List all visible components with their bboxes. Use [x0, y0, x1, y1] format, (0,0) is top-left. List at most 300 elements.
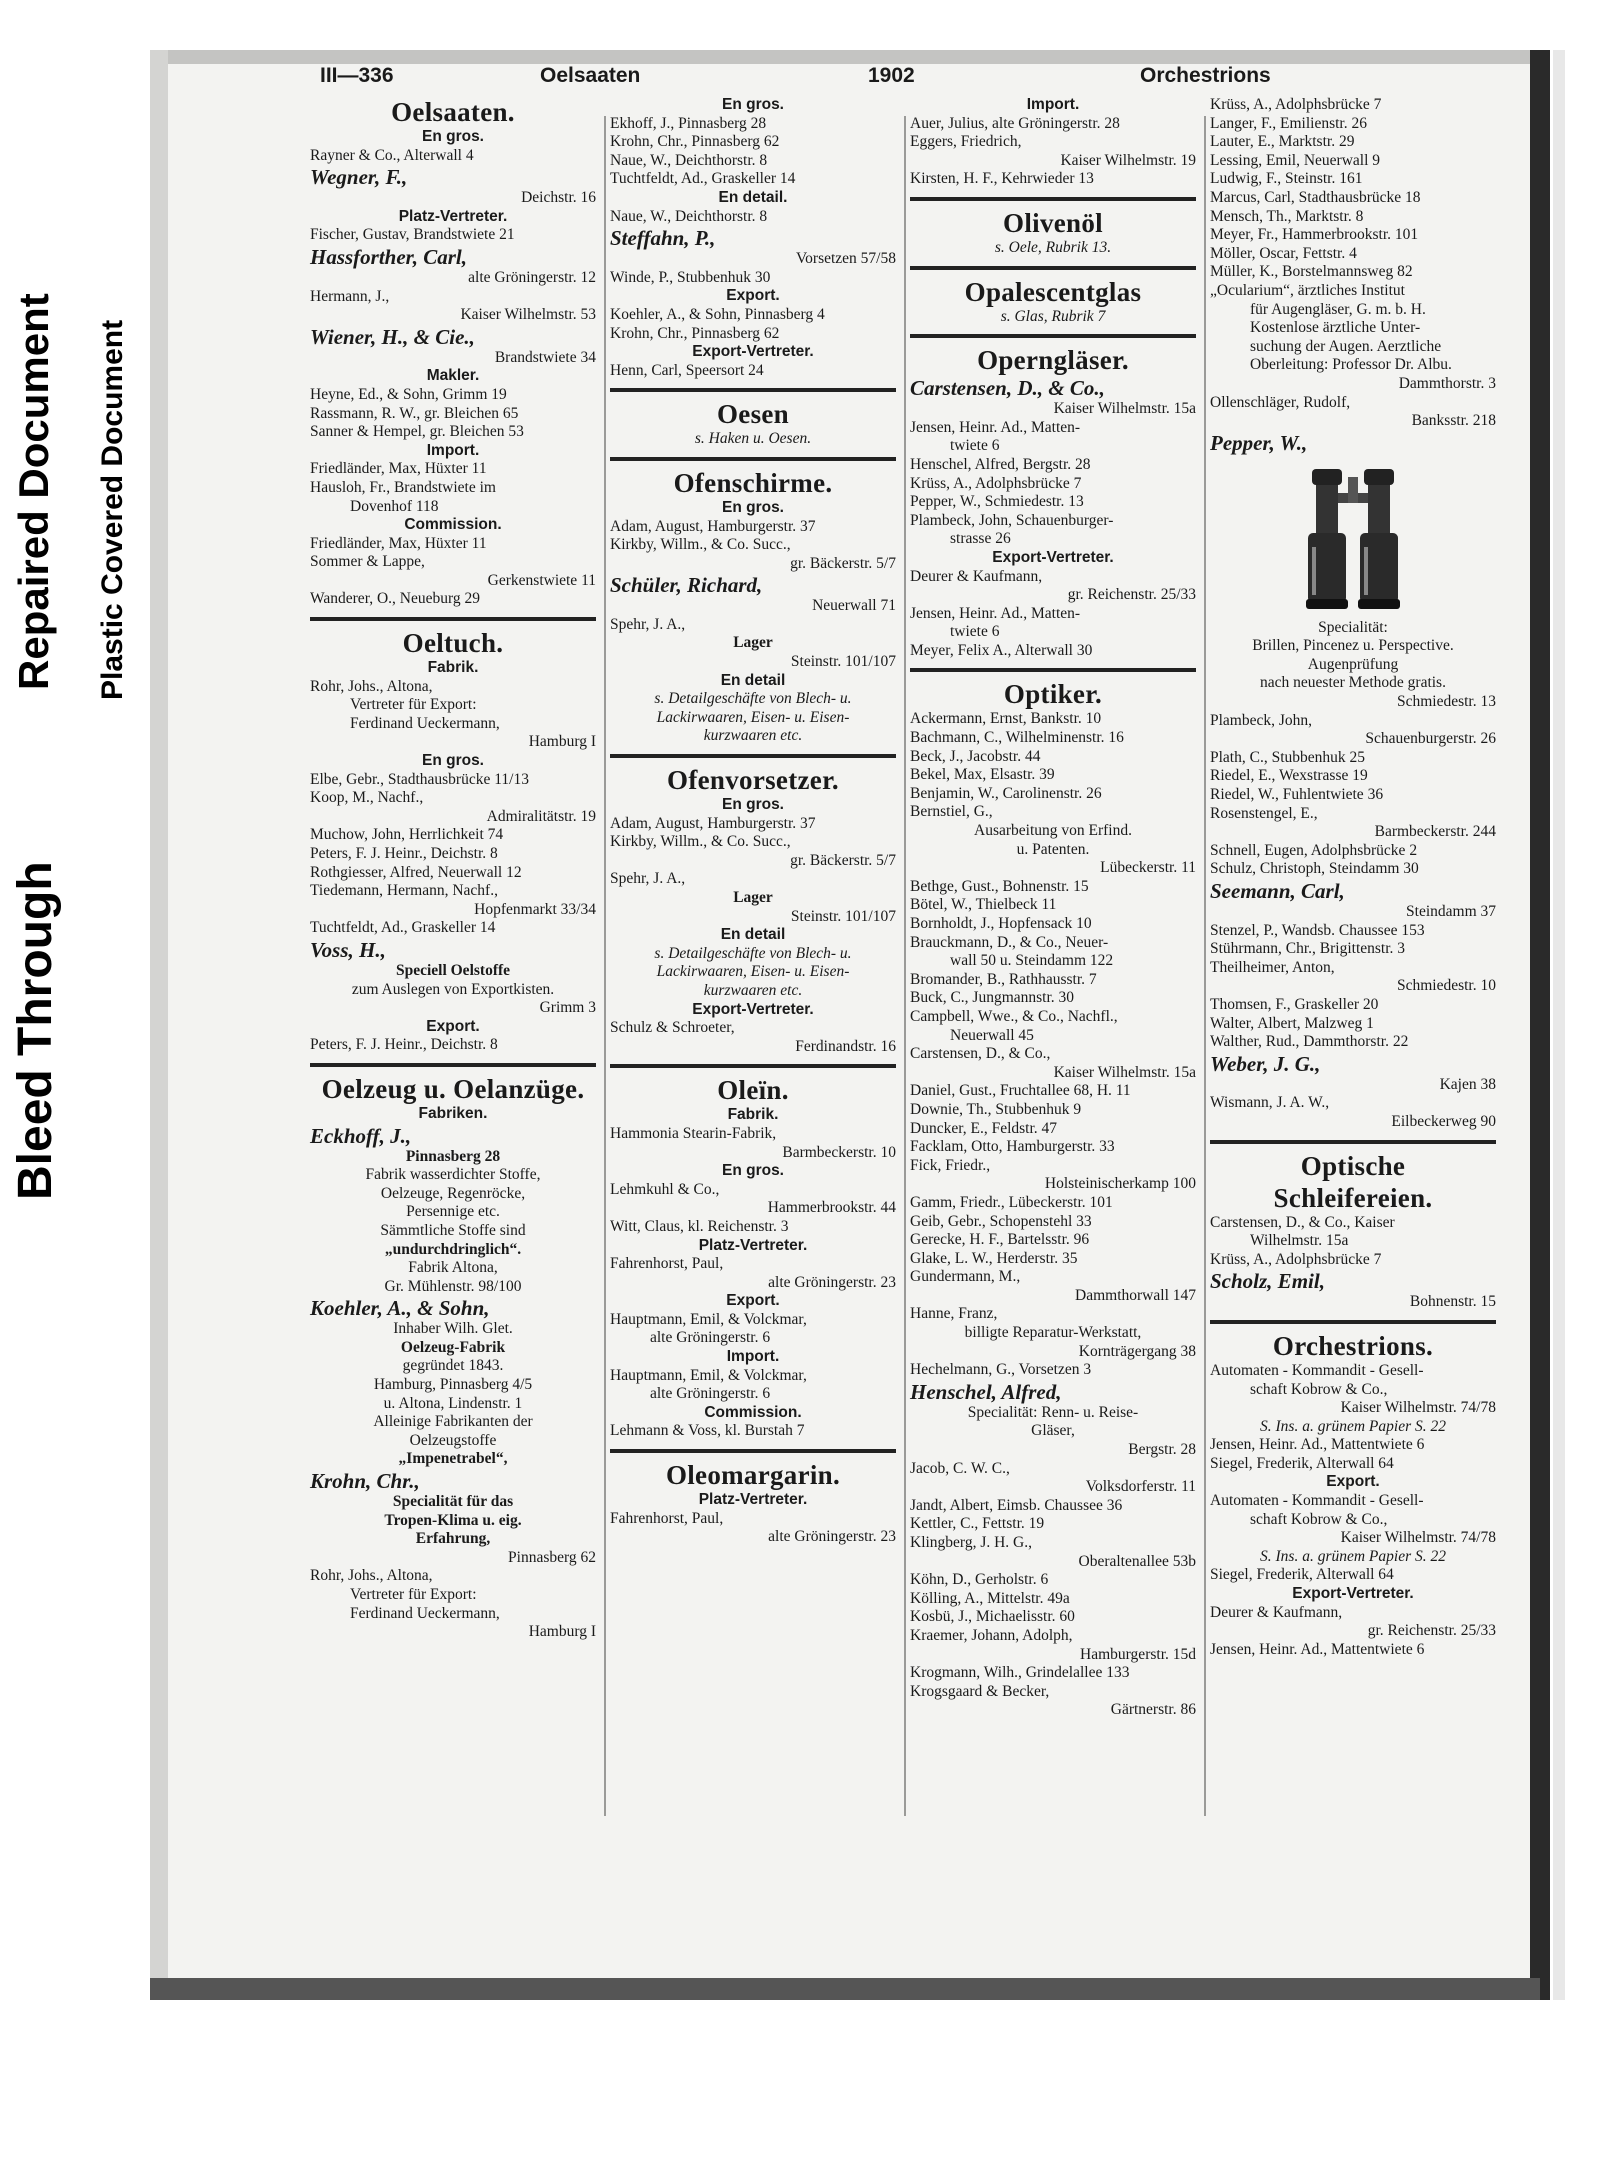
entry-line: Krogsgaard & Becker, — [910, 1682, 1050, 1700]
entry-line: Brauckmann, D., & Co., Neuer- — [910, 933, 1109, 951]
entry-line: Auer, Julius, alte Gröningerstr. 28 — [910, 114, 1120, 132]
featured-firm: Schüler, Richard, — [610, 573, 763, 598]
entry-note: u. Patenten. — [1016, 840, 1090, 858]
entry-line: Adam, August, Hamburgerstr. 37 — [610, 814, 816, 832]
entry-note: Specialität: Renn- u. Reise- — [967, 1403, 1139, 1421]
entry-continuation: Deichstr. 16 — [521, 189, 596, 207]
entry-note: Gläser, — [1031, 1422, 1075, 1440]
label-plastic-covered-document: Plastic Covered Document — [96, 319, 129, 700]
entry-continuation: Hopfenmarkt 33/34 — [474, 900, 596, 918]
section-rule — [610, 1449, 896, 1453]
entry-line: Muchow, John, Herrlichkeit 74 — [310, 826, 504, 844]
entry-line: Henschel, Alfred, Bergstr. 28 — [910, 455, 1091, 473]
entry-line: Tuchtfeldt, Ad., Graskeller 14 — [610, 170, 796, 188]
column-divider — [604, 116, 606, 1816]
entry-continuation: Kaiser Wilhelmstr. 53 — [460, 306, 596, 324]
entry-line: Jandt, Albert, Eimsb. Chaussee 36 — [910, 1496, 1123, 1514]
entry-note: Inhaber Wilh. Glet. — [393, 1320, 513, 1338]
entry-line: Mensch, Th., Marktstr. 8 — [1210, 207, 1364, 225]
entry-continuation: Kaiser Wilhelmstr. 74/78 — [1340, 1529, 1496, 1547]
entry-line: Walther, Rud., Dammthorstr. 22 — [1210, 1033, 1409, 1051]
entry-line: Downie, Th., Stubbenhuk 9 — [910, 1100, 1082, 1118]
head-year: 1902 — [868, 64, 915, 87]
subsection-label: Export-Vertreter. — [1292, 1585, 1414, 1603]
entry-line: Siegel, Frederik, Alterwall 64 — [1210, 1454, 1394, 1472]
cross-reference: S. Ins. a. grünem Papier S. 22 — [1260, 1417, 1446, 1435]
entry-line: Adam, August, Hamburgerstr. 37 — [610, 517, 816, 535]
subsection-label: Platz-Vertreter. — [698, 1491, 808, 1509]
entry-line: Tuchtfeldt, Ad., Graskeller 14 — [310, 919, 496, 937]
column-2 — [610, 96, 896, 1547]
entry-note: Oelzeuge, Regenröcke, — [380, 1184, 526, 1202]
entry-line: Campbell, Wwe., & Co., Nachfl., — [910, 1007, 1118, 1025]
entry-continuation: Brandstwiete 34 — [494, 348, 596, 366]
entry-line: Langer, F., Emilienstr. 26 — [1210, 114, 1367, 132]
entry-line: Krogmann, Wilh., Grindelallee 133 — [910, 1664, 1130, 1682]
subsection-label: Makler. — [426, 367, 480, 385]
entry-line: Fick, Friedr., — [910, 1156, 991, 1174]
subsection-label: En detail — [720, 926, 786, 944]
entry-emphasis: „undurchdringlich“. — [384, 1240, 522, 1258]
entry-continuation: Pinnasberg 62 — [508, 1548, 596, 1566]
section-rule — [1210, 1140, 1496, 1144]
entry-line: Kirsten, H. F., Kehrwieder 13 — [910, 170, 1094, 188]
page-bottom-band — [150, 1978, 1540, 2000]
entry-line: Bernstiel, G., — [910, 803, 993, 821]
entry-continuation: Vertreter für Export: — [350, 696, 477, 714]
entry-line: Schulz & Schroeter, — [610, 1019, 735, 1037]
subsection-label: Import. — [426, 441, 480, 459]
entry-note: billigte Reparatur-Werkstatt, — [964, 1324, 1142, 1342]
entry-note: Oelzeugstoffe — [409, 1431, 497, 1449]
entry-note: nach neuester Methode gratis. — [1260, 674, 1446, 692]
section-heading: Schleifereien. — [1273, 1182, 1433, 1213]
entry-continuation: Barmbeckerstr. 244 — [1374, 823, 1496, 841]
section-rule — [610, 388, 896, 392]
entry-continuation: Dammthorstr. 3 — [1398, 374, 1496, 392]
entry-emphasis: Specialität für das — [392, 1493, 514, 1511]
featured-firm: Wegner, F., — [310, 165, 408, 190]
subsection-label: Export. — [1326, 1473, 1380, 1491]
entry-line: Ackermann, Ernst, Bankstr. 10 — [910, 710, 1102, 728]
entry-line: Jensen, Heinr. Ad., Mattentwiete 6 — [1210, 1436, 1425, 1454]
entry-line: Gundermann, M., — [910, 1268, 1021, 1286]
entry-continuation: Bohnenstr. 15 — [1409, 1293, 1496, 1311]
cross-reference: Lackirwaaren, Eisen- u. Eisen- — [656, 708, 850, 726]
subsection-label: Commission. — [404, 516, 502, 534]
entry-line: Schulz, Christoph, Steindamm 30 — [1210, 860, 1419, 878]
entry-line: Hauptmann, Emil, & Volckmar, — [610, 1310, 807, 1328]
entry-continuation: Kaiser Wilhelmstr. 19 — [1060, 151, 1196, 169]
entry-line: Kosbü, J., Michaelisstr. 60 — [910, 1608, 1075, 1626]
entry-line: Gerecke, H. F., Bartelsstr. 96 — [910, 1231, 1090, 1249]
entry-line: Friedländer, Max, Hüxter 11 — [310, 460, 487, 478]
entry-line: Rassmann, R. W., gr. Bleichen 65 — [310, 404, 519, 422]
entry-line: Theilheimer, Anton, — [1210, 958, 1335, 976]
entry-line: Hanne, Franz, — [910, 1305, 998, 1323]
entry-line: Kettler, C., Fettstr. 19 — [910, 1515, 1045, 1533]
section-heading: Ofenvorsetzer. — [667, 765, 839, 796]
entry-continuation: gr. Reichenstr. 25/33 — [1367, 1622, 1496, 1640]
entry-continuation: Ferdinand Ueckermann, — [350, 1604, 500, 1622]
section-heading: Operngläser. — [977, 345, 1129, 376]
entry-continuation: Oberleitung: Professor Dr. Albu. — [1250, 356, 1452, 374]
entry-continuation: twiete 6 — [950, 623, 1000, 641]
entry-line: Deurer & Kaufmann, — [910, 567, 1043, 585]
entry-line: Krüss, A., Adolphsbrücke 7 — [1210, 96, 1382, 113]
entry-line: Friedländer, Max, Hüxter 11 — [310, 534, 487, 552]
entry-line: Müller, K., Borstelmannsweg 82 — [1210, 263, 1413, 281]
subsection-label: En gros. — [721, 1162, 784, 1180]
entry-line: Sanner & Hempel, gr. Bleichen 53 — [310, 423, 524, 441]
entry-note: Persennige etc. — [406, 1203, 500, 1221]
entry-line: Jensen, Heinr. Ad., Mattentwiete 6 — [1210, 1640, 1425, 1658]
entry-note: Fabrik wasserdichter Stoffe, — [365, 1166, 541, 1184]
subsection-label: Export. — [726, 287, 780, 305]
entry-note: Brillen, Pincenez u. Perspective. — [1252, 637, 1454, 655]
cross-reference: Lackirwaaren, Eisen- u. Eisen- — [656, 963, 850, 981]
entry-continuation: wall 50 u. Steindamm 122 — [950, 952, 1114, 970]
entry-continuation: Schauenburgerstr. 26 — [1365, 730, 1496, 748]
entry-continuation: alte Gröningerstr. 6 — [650, 1329, 771, 1347]
subsection-label: Import. — [726, 1348, 780, 1366]
entry-line: Peters, F. J. Heinr., Deichstr. 8 — [310, 1036, 498, 1054]
entry-line: Automaten - Kommandit - Gesell- — [1210, 1361, 1424, 1379]
entry-line: Riedel, E., Wexstrasse 19 — [1210, 767, 1368, 785]
entry-continuation: Oberaltenallee 53b — [1078, 1552, 1196, 1570]
subsection-label: En gros. — [421, 752, 484, 770]
entry-line: Facklam, Otto, Hamburgerstr. 33 — [910, 1138, 1115, 1156]
entry-continuation: Vertreter für Export: — [350, 1586, 477, 1603]
section-rule — [610, 1064, 896, 1068]
entry-note: Specialität: — [1318, 618, 1388, 636]
head-right-word: Orchestrions — [1140, 64, 1271, 87]
entry-continuation: Kornträgergang 38 — [1078, 1342, 1196, 1360]
entry-line: Fahrenhorst, Paul, — [610, 1509, 724, 1527]
section-heading: Oelzeug u. Oelanzüge. — [321, 1073, 585, 1104]
entry-continuation: Kaiser Wilhelmstr. 15a — [1053, 1063, 1196, 1081]
entry-line: Rosenstengel, E., — [1210, 804, 1318, 822]
entry-line: Jensen, Heinr. Ad., Matten- — [910, 604, 1081, 622]
entry-note: Sämmtliche Stoffe sind — [380, 1221, 526, 1239]
entry-line: Henn, Carl, Speersort 24 — [610, 361, 764, 379]
entry-line: Hauptmann, Emil, & Volckmar, — [610, 1366, 807, 1384]
entry-line: Buck, C., Jungmannstr. 30 — [910, 989, 1075, 1007]
entry-continuation: Kaiser Wilhelmstr. 74/78 — [1340, 1399, 1496, 1417]
entry-continuation: Hamburgerstr. 15d — [1080, 1645, 1196, 1663]
entry-emphasis: Erfahrung, — [415, 1530, 491, 1548]
entry-line: Sommer & Lappe, — [310, 553, 425, 571]
entry-line: Lehmkuhl & Co., — [610, 1180, 720, 1198]
entry-line: Hammonia Stearin-Fabrik, — [610, 1124, 777, 1142]
entry-continuation: Dovenhof 118 — [350, 497, 439, 515]
entry-line: Carstensen, D., & Co., Kaiser — [1210, 1213, 1395, 1231]
subsection-label: Export. — [726, 1292, 780, 1310]
entry-line: Jensen, Heinr. Ad., Matten- — [910, 418, 1081, 436]
entry-continuation: alte Gröningerstr. 23 — [768, 1273, 896, 1291]
section-rule — [910, 334, 1196, 338]
featured-firm: Eckhoff, J., — [310, 1123, 412, 1148]
entry-emphasis: Speciell Oelstoffe — [395, 961, 511, 979]
entry-line: Hechelmann, G., Vorsetzen 3 — [910, 1361, 1092, 1379]
entry-line: Automaten - Kommandit - Gesell- — [1210, 1492, 1424, 1510]
entry-line: Thomsen, F., Graskeller 20 — [1210, 995, 1379, 1013]
entry-emphasis: Lager — [733, 889, 773, 906]
entry-continuation: Lübeckerstr. 11 — [1100, 859, 1196, 877]
cross-reference: kurzwaaren etc. — [703, 981, 803, 999]
featured-firm: Voss, H., — [310, 937, 386, 962]
entry-line: Bethge, Gust., Bohnenstr. 15 — [910, 877, 1089, 895]
subsection-label: En gros. — [721, 796, 784, 814]
entry-line: Plambeck, John, — [1210, 711, 1313, 729]
entry-line: „Ocularium“, ärztliches Institut — [1210, 281, 1405, 299]
entry-line: Bekel, Max, Elsastr. 39 — [910, 766, 1055, 784]
entry-line: Meyer, Fr., Hammerbrookstr. 101 — [1210, 226, 1419, 244]
head-left-word: Oelsaaten — [540, 64, 641, 87]
entry-line: Krohn, Chr., Pinnasberg 62 — [610, 324, 780, 342]
entry-line: Hermann, J., — [310, 287, 390, 305]
featured-firm: Steffahn, P., — [610, 226, 716, 251]
section-heading: Orchestrions. — [1272, 1330, 1434, 1361]
entry-line: Peters, F. J. Heinr., Deichstr. 8 — [310, 845, 498, 862]
entry-emphasis: Oelzeug-Fabrik — [400, 1338, 506, 1356]
featured-firm: Pepper, W., — [1210, 430, 1308, 455]
section-heading: Oeltuch. — [402, 628, 504, 659]
column-1 — [310, 96, 596, 1642]
entry-line: Köhn, D., Gerholstr. 6 — [910, 1571, 1049, 1589]
entry-continuation: Hammerbrookstr. 44 — [767, 1199, 896, 1217]
entry-note: Augenprüfung — [1307, 655, 1399, 673]
column-4 — [1210, 96, 1496, 1659]
entry-line: Eggers, Friedrich, — [910, 133, 1022, 151]
entry-line: Deurer & Kaufmann, — [1210, 1603, 1343, 1621]
entry-line: Witt, Claus, kl. Reichenstr. 3 — [610, 1217, 789, 1235]
featured-firm: Henschel, Alfred, — [910, 1379, 1062, 1404]
featured-firm: Weber, J. G., — [1210, 1051, 1321, 1076]
page-right-edge-light — [1553, 50, 1565, 2000]
entry-line: Naue, W., Deichthorstr. 8 — [610, 151, 768, 169]
running-head — [320, 60, 1490, 94]
subsection-label: Commission. — [704, 1403, 802, 1421]
entry-line: Lessing, Emil, Neuerwall 9 — [1210, 151, 1381, 169]
entry-continuation: Hamburg I — [528, 733, 596, 751]
subsection-label: Export-Vertreter. — [692, 1000, 814, 1018]
entry-line: Möller, Oscar, Fettstr. 4 — [1210, 244, 1357, 262]
entry-line: Kölling, A., Mittelstr. 49a — [910, 1589, 1070, 1607]
entry-line: Elbe, Gebr., Stadthausbrücke 11/13 — [310, 770, 529, 788]
page-right-edge — [1530, 50, 1550, 2000]
entry-continuation: gr. Bäckerstr. 5/7 — [790, 851, 896, 869]
entry-note: Ausarbeitung von Erfind. — [974, 822, 1132, 840]
entry-continuation: schaft Kobrow & Co., — [1250, 1380, 1388, 1398]
entry-continuation: alte Gröningerstr. 6 — [650, 1385, 771, 1403]
entry-line: Fahrenhorst, Paul, — [610, 1255, 724, 1273]
entry-line: Hausloh, Fr., Brandstwiete im — [310, 478, 496, 496]
section-heading: Ofenschirme. — [673, 467, 833, 498]
entry-line: Stenzel, P., Wandsb. Chaussee 153 — [1210, 921, 1425, 939]
entry-line: Ollenschläger, Rudolf, — [1210, 393, 1351, 411]
section-heading: Oelsaaten. — [391, 97, 515, 127]
entry-line: Walter, Albert, Malzweg 1 — [1210, 1014, 1374, 1032]
entry-line: Riedel, W., Fuhlentwiete 36 — [1210, 786, 1384, 804]
section-rule — [610, 754, 896, 758]
entry-line: Tiedemann, Hermann, Nachf., — [310, 882, 498, 900]
entry-emphasis: Pinnasberg 28 — [405, 1147, 501, 1165]
entry-continuation: Grimm 3 — [539, 999, 596, 1017]
entry-line: Krüss, A., Adolphsbrücke 7 — [1210, 1250, 1382, 1268]
section-heading: Olivenöl — [1003, 207, 1103, 238]
column-divider — [904, 116, 906, 1816]
entry-emphasis: Tropen-Klima u. eig. — [384, 1511, 522, 1529]
entry-continuation: Gerkenstwiete 11 — [487, 571, 596, 589]
entry-line: Daniel, Gust., Fruchtallee 68, H. 11 — [910, 1082, 1131, 1100]
entry-note: Hamburg, Pinnasberg 4/5 — [373, 1376, 533, 1394]
section-rule — [310, 1063, 596, 1067]
featured-firm: Koehler, A., & Sohn, — [310, 1296, 490, 1321]
entry-continuation: Wilhelmstr. 15a — [1250, 1232, 1349, 1250]
entry-continuation: schaft Kobrow & Co., — [1250, 1510, 1388, 1528]
entry-line: Koehler, A., & Sohn, Pinnasberg 4 — [610, 305, 825, 323]
entry-line: Rohr, Johs., Altona, — [310, 677, 433, 695]
entry-continuation: Ferdinandstr. 16 — [795, 1037, 896, 1055]
section-heading: Oesen — [717, 399, 789, 430]
entry-continuation: gr. Bäckerstr. 5/7 — [790, 554, 896, 572]
entry-continuation: Steindamm 37 — [1406, 903, 1496, 920]
subsection-label: Import. — [1026, 96, 1080, 113]
featured-firm: Scholz, Emil, — [1210, 1269, 1325, 1294]
entry-continuation: Kostenlose ärztliche Unter- — [1250, 319, 1421, 337]
subsection-label: En gros. — [421, 128, 484, 145]
entry-line: Beck, J., Jacobstr. 44 — [910, 747, 1041, 765]
entry-continuation: Steinstr. 101/107 — [790, 653, 896, 671]
page-left-shadow — [150, 50, 168, 2000]
entry-line: Kirkby, Willm., & Co. Succ., — [610, 833, 791, 851]
entry-continuation: Schmiedestr. 10 — [1396, 977, 1496, 995]
subsection-label: En detail — [720, 671, 786, 689]
column-divider — [1204, 116, 1206, 1816]
subsection-label: Platz-Vertreter. — [398, 207, 508, 225]
entry-line: Krüss, A., Adolphsbrücke 7 — [910, 474, 1082, 492]
cross-reference: kurzwaaren etc. — [703, 727, 803, 745]
subsection-label: En detail. — [718, 188, 788, 206]
entry-line: Kraemer, Johann, Adolph, — [910, 1626, 1073, 1644]
entry-continuation: Holsteinischerkamp 100 — [1044, 1175, 1196, 1193]
featured-firm: Wiener, H., & Cie., — [310, 324, 475, 349]
entry-line: Spehr, J. A., — [610, 870, 686, 888]
subsection-label: Export-Vertreter. — [692, 343, 814, 361]
entry-continuation: alte Gröningerstr. 12 — [468, 268, 596, 286]
entry-line: Wanderer, O., Neueburg 29 — [310, 590, 481, 608]
entry-line: Krohn, Chr., Pinnasberg 62 — [610, 133, 780, 151]
entry-continuation: Gärtnerstr. 86 — [1110, 1701, 1196, 1719]
label-repaired-document: Repaired Document — [10, 293, 57, 690]
section-heading: Oleomargarin. — [665, 1460, 841, 1491]
entry-line: Heyne, Ed., & Sohn, Grimm 19 — [310, 385, 507, 403]
entry-continuation: Steinstr. 101/107 — [790, 907, 896, 925]
entry-line: Fischer, Gustav, Brandstwiete 21 — [310, 226, 515, 244]
entry-line: Meyer, Felix A., Alterwall 30 — [910, 641, 1093, 659]
entry-note: Gr. Mühlenstr. 98/100 — [384, 1277, 522, 1295]
section-rule — [910, 266, 1196, 270]
entry-line: Glake, L. W., Herderstr. 35 — [910, 1249, 1078, 1267]
entry-line: Pepper, W., Schmiedestr. 13 — [910, 493, 1084, 511]
featured-firm: Carstensen, D., & Co., — [910, 376, 1105, 401]
entry-note: u. Altona, Lindenstr. 1 — [383, 1394, 523, 1412]
cross-reference: s. Haken u. Oesen. — [694, 430, 812, 448]
entry-continuation: gr. Reichenstr. 25/33 — [1067, 586, 1196, 604]
subsection-label: Fabriken. — [418, 1104, 488, 1122]
entry-line: Kirkby, Willm., & Co. Succ., — [610, 536, 791, 554]
directory-columns — [310, 96, 1496, 1816]
subsection-label: Export. — [426, 1017, 480, 1035]
section-rule — [910, 668, 1196, 672]
entry-line: Bötel, W., Thielbeck 11 — [910, 896, 1057, 914]
entry-line: Benjamin, W., Carolinenstr. 26 — [910, 784, 1102, 802]
entry-line: Geib, Gebr., Schopenstehl 33 — [910, 1212, 1092, 1230]
entry-continuation: Kaiser Wilhelmstr. 15a — [1053, 400, 1196, 418]
entry-continuation: Ferdinand Ueckermann, — [350, 714, 500, 732]
column-3 — [910, 96, 1196, 1720]
entry-line: Bornholdt, J., Hopfensack 10 — [910, 915, 1092, 932]
entry-line: Marcus, Carl, Stadthausbrücke 18 — [1210, 188, 1421, 206]
entry-line: Stührmann, Chr., Brigittenstr. 3 — [1210, 940, 1406, 958]
entry-continuation: twiete 6 — [950, 437, 1000, 455]
entry-continuation: Volksdorferstr. 11 — [1085, 1478, 1196, 1496]
subsection-label: Export-Vertreter. — [992, 548, 1114, 566]
entry-line: Schnell, Eugen, Adolphsbrücke 2 — [1210, 841, 1418, 859]
cross-reference: s. Oele, Rubrik 13. — [994, 238, 1112, 256]
cross-reference: s. Detailgeschäfte von Blech- u. — [654, 944, 852, 962]
entry-line: Plath, C., Stubbenhuk 25 — [1210, 748, 1366, 766]
subsection-label: Fabrik. — [727, 1106, 779, 1124]
section-rule — [1210, 1320, 1496, 1324]
entry-line: Wismann, J. A. W., — [1210, 1094, 1330, 1112]
cross-reference: s. Detailgeschäfte von Blech- u. — [654, 690, 852, 708]
entry-continuation: Admiralitätstr. 19 — [486, 807, 596, 825]
entry-continuation: Vorsetzen 57/58 — [795, 250, 896, 268]
entry-line: Spehr, J. A., — [610, 615, 686, 633]
binoculars-illustration — [1298, 463, 1408, 613]
entry-line: Ludwig, F., Steinstr. 161 — [1210, 170, 1363, 188]
cross-reference: s. Glas, Rubrik 7 — [1000, 307, 1106, 325]
entry-line: Bachmann, C., Wilhelminenstr. 16 — [910, 729, 1124, 747]
entry-note: Fabrik Altona, — [408, 1259, 498, 1277]
section-heading: Oleïn. — [717, 1075, 789, 1106]
entry-continuation: strasse 26 — [950, 530, 1011, 548]
subsection-label: Fabrik. — [427, 659, 479, 677]
entry-line: Duncker, E., Feldstr. 47 — [910, 1119, 1058, 1137]
entry-line: Ekhoff, J., Pinnasberg 28 — [610, 114, 767, 132]
section-heading: Optische — [1300, 1150, 1406, 1181]
featured-firm: Krohn, Chr., — [310, 1469, 420, 1494]
entry-line: Plambeck, John, Schauenburger- — [910, 511, 1114, 529]
entry-line: Klingberg, J. H. G., — [910, 1534, 1032, 1551]
entry-line: Naue, W., Deichthorstr. 8 — [610, 207, 768, 225]
entry-continuation: für Augengläser, G. m. b. H. — [1250, 300, 1426, 318]
entry-line: Siegel, Frederik, Alterwall 64 — [1210, 1566, 1394, 1584]
entry-continuation: Neuerwall 45 — [950, 1026, 1034, 1044]
entry-line: Winde, P., Stubbenhuk 30 — [610, 268, 771, 286]
side-labels — [0, 200, 150, 1200]
featured-firm: Seemann, Carl, — [1210, 879, 1345, 903]
entry-line: Carstensen, D., & Co., — [910, 1045, 1051, 1063]
section-rule — [910, 197, 1196, 201]
entry-emphasis: „Impenetrabel“, — [398, 1450, 508, 1468]
entry-continuation: Kajen 38 — [1439, 1075, 1496, 1093]
section-heading: Opalescentglas — [964, 276, 1142, 307]
entry-line: Rothgiesser, Alfred, Neuerwall 12 — [310, 863, 522, 881]
subsection-label: En gros. — [721, 498, 784, 516]
